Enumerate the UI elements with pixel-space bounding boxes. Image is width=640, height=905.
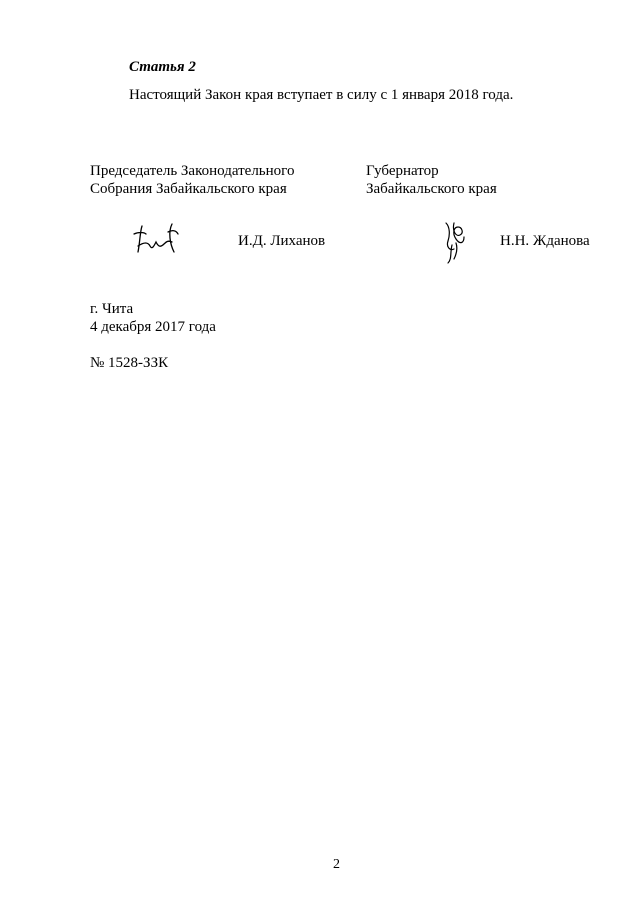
date-line: 4 декабря 2017 года [90,319,216,335]
law-number: № 1528-ЗЗК [90,355,169,371]
right-signature-image [440,219,470,265]
place-line: г. Чита [90,301,134,317]
left-signature-image [132,222,184,256]
left-signer-name: И.Д. Лиханов [238,233,326,249]
page-number: 2 [333,857,340,872]
right-signer-title-line1: Губернатор [366,163,439,179]
left-signer-title-line2: Собрания Забайкальского края [90,181,287,197]
right-signer-name: Н.Н. Жданова [500,233,590,249]
article-text: Настоящий Закон края вступает в силу с 1 января 2018 года. [129,87,514,103]
article-heading: Статья 2 [129,59,196,75]
right-signer-title-line2: Забайкальского края [366,181,497,197]
left-signer-title-line1: Председатель Законодательного [90,163,295,179]
